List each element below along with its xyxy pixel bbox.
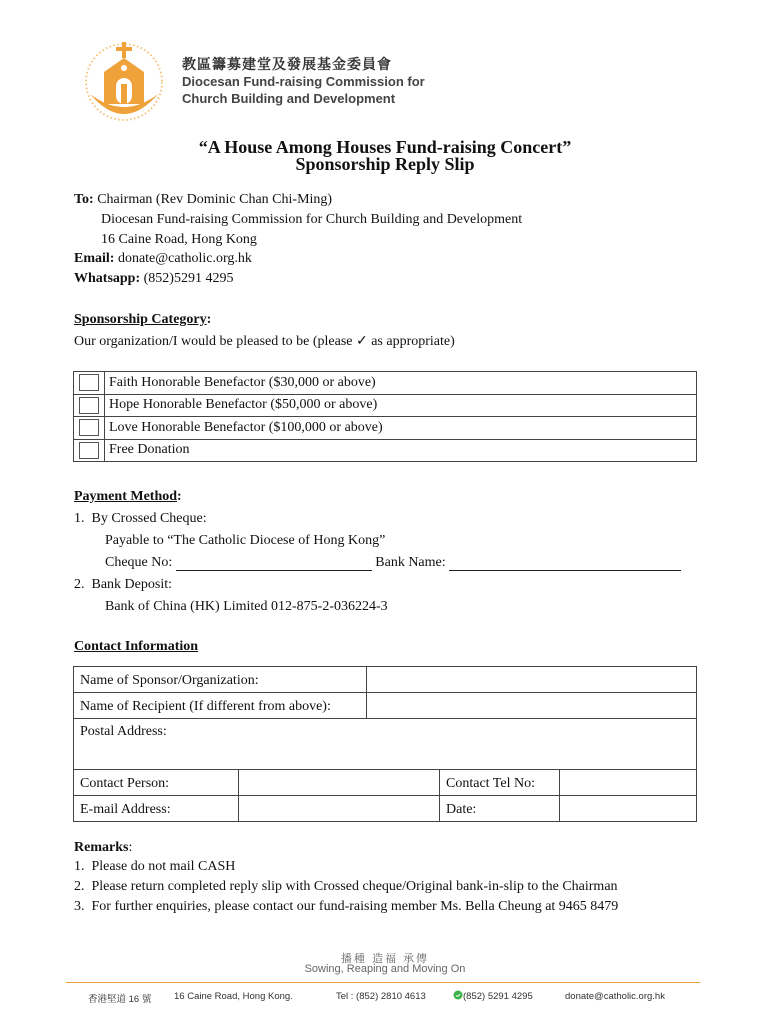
slogan-zh: 播種 造福 承傳 <box>340 953 430 965</box>
option-label: Hope Honorable Benefactor ($50,000 or above) <box>105 394 697 417</box>
tel-input[interactable] <box>559 769 697 796</box>
sponsorship-heading-text: Sponsorship Category <box>74 312 207 327</box>
title-line2: Sponsorship Reply Slip <box>295 154 475 174</box>
payment-item-2-num: 2. <box>74 577 85 592</box>
email-label: Email: <box>74 251 115 266</box>
bank-name-label: Bank Name: <box>375 555 446 570</box>
sponsor-input[interactable] <box>366 666 697 693</box>
sponsorship-option-row <box>74 372 697 395</box>
payment-item-1-text: By Crossed Cheque: <box>91 511 207 526</box>
cheque-no-field[interactable] <box>176 556 372 571</box>
cheque-line <box>105 555 681 571</box>
email-line <box>74 251 252 267</box>
remark-num: 3. <box>74 899 85 914</box>
payment-item-2 <box>74 577 172 593</box>
title-line1: “A House Among Houses Fund-raising Concert” <box>198 137 572 157</box>
instruction-before: Our organization/I would be pleased to be (please <box>74 334 353 349</box>
date-label: Date: <box>446 802 477 817</box>
sponsorship-options-table <box>73 371 697 462</box>
tel-label-cell <box>439 769 560 796</box>
payment-heading-colon: : <box>177 489 182 504</box>
check-mark-icon: ✓ <box>355 334 368 349</box>
to-label: To: <box>74 192 94 207</box>
date-input[interactable] <box>559 795 697 822</box>
payment-item-1 <box>74 511 207 527</box>
email-value: donate@catholic.org.hk <box>117 251 252 266</box>
diocese-logo <box>78 38 170 122</box>
sponsorship-option-row <box>74 417 697 440</box>
sponsorship-option-row <box>74 439 697 462</box>
option-checkbox-free[interactable] <box>74 439 105 462</box>
sponsor-label: Name of Sponsor/Organization: <box>80 673 259 688</box>
remark-num: 1. <box>74 859 85 874</box>
org-name-en <box>182 73 425 107</box>
to-line <box>74 192 332 208</box>
tel-label: Contact Tel No: <box>446 776 535 791</box>
sponsor-label-cell <box>73 666 367 693</box>
remark-text: Please return completed reply slip with Crossed cheque/Original bank-in-slip to the Chairman <box>91 879 618 894</box>
remark-item <box>74 859 235 875</box>
whatsapp-value: (852)5291 4295 <box>143 271 234 286</box>
recipient-label: Name of Recipient (If different from above): <box>80 699 331 714</box>
contact-heading: Contact Information <box>74 639 199 654</box>
remark-item <box>74 899 618 915</box>
addressee-address: 16 Caine Road, Hong Kong <box>101 232 257 247</box>
contact-person-label: Contact Person: <box>80 776 170 791</box>
option-checkbox-hope[interactable] <box>74 394 105 417</box>
whatsapp-icon <box>453 990 463 1000</box>
payable-to: Payable to “The Catholic Diocese of Hong Kong” <box>105 533 386 548</box>
org-name-en-line1: Diocesan Fund-raising Commission for <box>182 74 425 89</box>
footer-whatsapp: (852) 5291 4295 <box>463 991 533 1002</box>
remarks-heading-colon: : <box>128 840 133 855</box>
payment-item-2-text: Bank Deposit: <box>91 577 172 592</box>
sponsorship-heading <box>74 312 211 328</box>
payment-heading-text: Payment Method <box>74 489 178 504</box>
recipient-input[interactable] <box>366 692 697 719</box>
postal-label: Postal Address: <box>80 724 167 739</box>
sponsorship-instruction <box>74 333 455 350</box>
org-name-en-line2: Church Building and Development <box>182 91 396 106</box>
option-checkbox-love[interactable] <box>74 417 105 440</box>
footer-divider <box>66 982 700 983</box>
option-label: Free Donation <box>105 439 697 462</box>
to-name: Chairman (Rev Dominic Chan Chi-Ming) <box>97 192 333 207</box>
remarks-heading <box>74 840 132 856</box>
bank-account: Bank of China (HK) Limited 012-875-2-036224-3 <box>105 599 388 614</box>
remark-text: For further enquiries, please contact our fund-raising member Ms. Bella Cheung at 9465 8479 <box>91 899 619 914</box>
recipient-label-cell <box>73 692 367 719</box>
option-label: Faith Honorable Benefactor ($30,000 or above) <box>105 372 697 395</box>
contact-person-input[interactable] <box>238 769 440 796</box>
payment-heading <box>74 489 182 505</box>
email-address-label: E-mail Address: <box>80 802 171 817</box>
remark-text: Please do not mail CASH <box>91 859 236 874</box>
instruction-after: as appropriate) <box>371 334 455 349</box>
option-checkbox-faith[interactable] <box>74 372 105 395</box>
org-name-zh: 教區籌募建堂及發展基金委員會 <box>182 56 392 72</box>
date-label-cell <box>439 795 560 822</box>
postal-address-input[interactable] <box>73 718 697 770</box>
payment-item-1-num: 1. <box>74 511 85 526</box>
sponsorship-option-row <box>74 394 697 417</box>
footer-tel: Tel : (852) 2810 4613 <box>336 991 426 1002</box>
remark-num: 2. <box>74 879 85 894</box>
remark-item <box>74 879 618 895</box>
option-label: Love Honorable Benefactor ($100,000 or above) <box>105 417 697 440</box>
footer-address-zh: 香港堅道 16 號 <box>88 994 152 1005</box>
footer-address-en: 16 Caine Road, Hong Kong. <box>174 991 293 1002</box>
sponsorship-heading-colon: : <box>206 312 212 327</box>
addressee-org: Diocesan Fund-raising Commission for Church Building and Development <box>101 212 523 227</box>
contact-person-label-cell <box>73 769 239 796</box>
whatsapp-label: Whatsapp: <box>74 271 141 286</box>
slogan-en: Sowing, Reaping and Moving On <box>304 963 466 975</box>
cheque-no-label: Cheque No: <box>105 555 173 570</box>
email-address-label-cell <box>73 795 239 822</box>
whatsapp-line <box>74 271 233 287</box>
remarks-heading-text: Remarks <box>74 840 129 855</box>
bank-name-field[interactable] <box>449 556 681 571</box>
email-address-input[interactable] <box>238 795 440 822</box>
footer-email: donate@catholic.org.hk <box>565 991 665 1002</box>
